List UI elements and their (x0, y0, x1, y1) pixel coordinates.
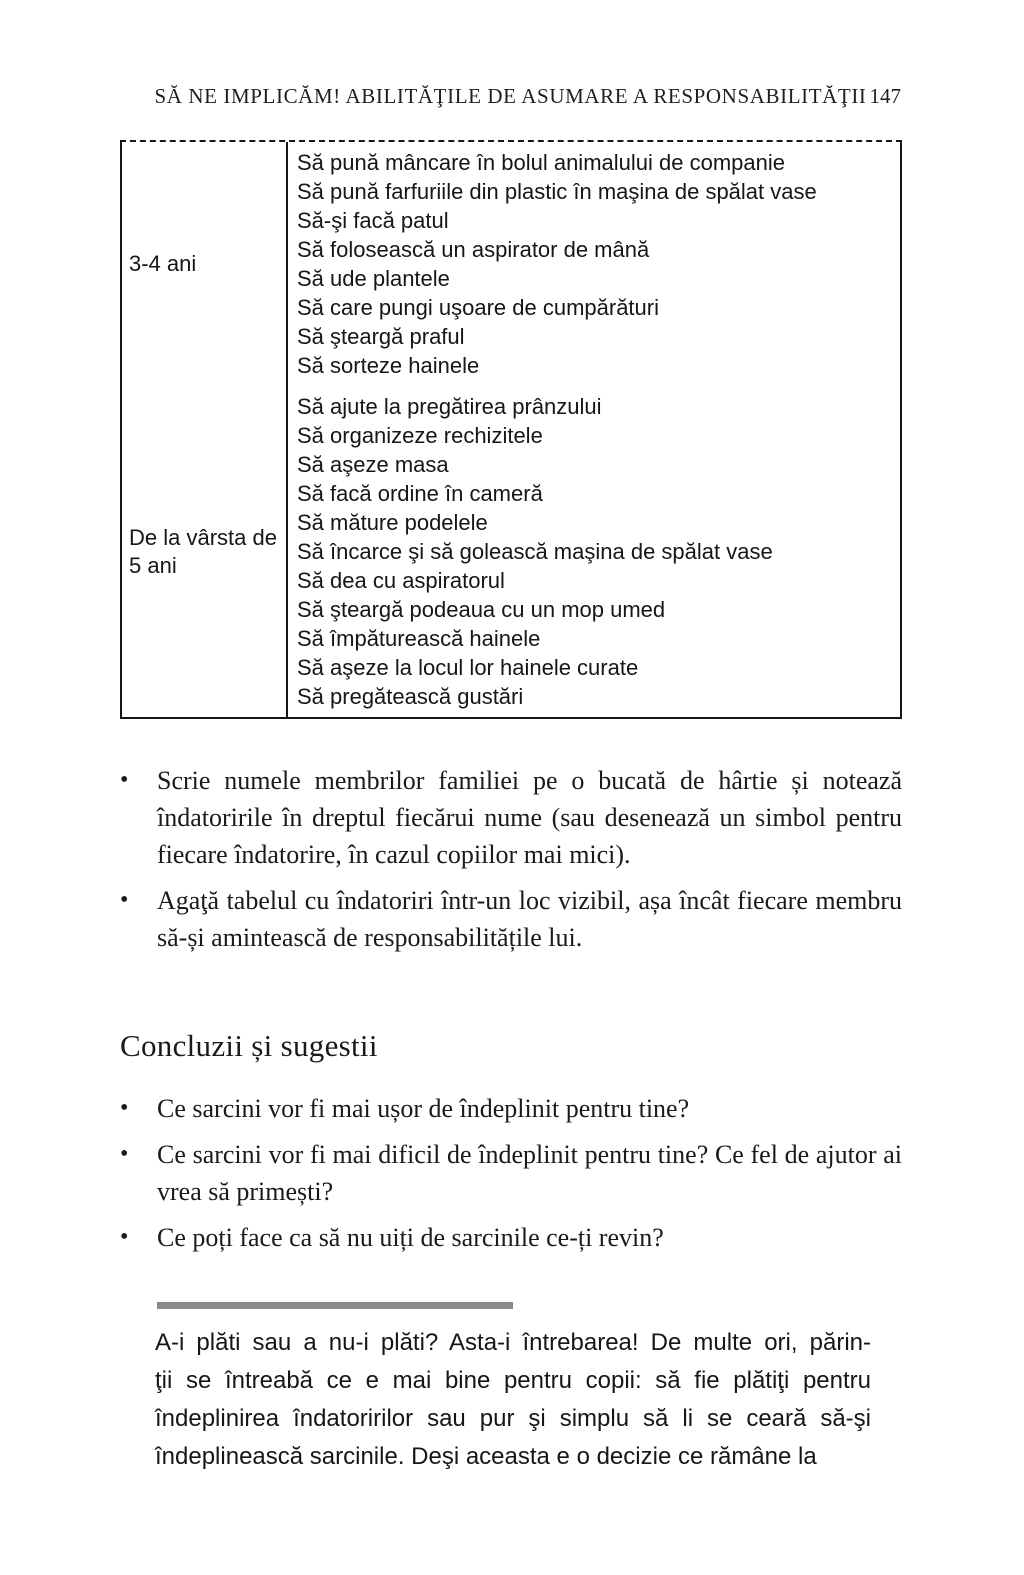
section-heading: Concluzii și sugestii (120, 1028, 378, 1063)
task-line: Să-şi facă patul (297, 208, 449, 233)
task-line: Să şteargă podeaua cu un mop umed (297, 597, 666, 622)
task-line: Să încarce şi să golească maşina de spălat vase (297, 539, 773, 564)
bullet-icon: • (120, 1224, 129, 1250)
task-line: Să aşeze la locul lor hainele curate (297, 655, 639, 680)
task-line: Să pregătească gustări (297, 684, 524, 709)
tips-bullet-list (120, 762, 902, 956)
footnote-line: ţii se întreabă ce e mai bine pentru copii: să fie plătiţi pentru (155, 1367, 871, 1394)
tasks-cell-5-plus (288, 386, 900, 717)
task-line: Să măture podelele (297, 510, 488, 535)
footnote-line: A-i plăti sau a nu-i plăti? Asta-i întrebarea! De multe ori, părin- (155, 1329, 871, 1356)
chapter-title: SĂ NE IMPLICĂM! ABILITĂŢILE DE ASUMARE A RESPONSABILITĂŢII (154, 84, 867, 108)
task-line: Să care pungi uşoare de cumpărături (297, 295, 659, 320)
task-line: Să pună mâncare în bolul animalului de companie (297, 150, 785, 175)
bullet-icon: • (120, 767, 129, 793)
age-cell-3-4: 3-4 ani (122, 142, 288, 386)
bullet-text: Ce sarcini vor fi mai dificil de îndeplinit pentru tine? Ce fel de ajutor ai vrea să primești? (157, 1140, 902, 1206)
chores-table (120, 140, 902, 719)
footnote-line: îndeplinească sarcinile. Deşi aceasta e o decizie ce rămâne la (155, 1443, 817, 1470)
task-line: Să aşeze masa (297, 452, 449, 477)
task-line: Să facă ordine în cameră (297, 481, 543, 506)
age-cell-5-plus: De la vârsta de 5 ani (122, 386, 288, 717)
bullet-text: Scrie numele membrilor familiei pe o bucată de hârtie și notează îndatoririle în dreptul fiecărui nume (sau desenează un simbol pentru fiecare îndatorire, în cazul copiilor mai mici). (157, 766, 902, 869)
list-item (120, 882, 902, 956)
bullet-icon: • (120, 887, 129, 913)
footnote-paragraph (155, 1324, 871, 1476)
running-head (120, 84, 901, 110)
task-line: Să sorteze hainele (297, 353, 480, 378)
page-number: 147 (869, 84, 901, 108)
conclusions-bullet-list (120, 1090, 902, 1256)
bullet-text: Ce sarcini vor fi mai ușor de îndeplinit pentru tine? (157, 1094, 690, 1123)
task-line: Să ajute la pregătirea prânzului (297, 394, 602, 419)
task-line: Să organizeze rechizitele (297, 423, 543, 448)
list-item (120, 1090, 902, 1127)
bullet-text: Ce poți face ca să nu uiți de sarcinile ce-ți revin? (157, 1223, 664, 1252)
bullet-icon: • (120, 1095, 129, 1121)
list-item (120, 762, 902, 873)
footnote-divider (157, 1302, 513, 1309)
footnote-line: îndeplinirea îndatoririlor sau pur şi simplu să li se ceară să-şi (155, 1405, 871, 1432)
task-line: Să folosească un aspirator de mână (297, 237, 650, 262)
list-item (120, 1136, 902, 1210)
bullet-text: Agaţă tabelul cu îndatoriri într-un loc vizibil, așa încât fiecare membru să-și amintească de responsabilitățile lui. (157, 886, 902, 952)
bullet-icon: • (120, 1141, 129, 1167)
task-line: Să şteargă praful (297, 324, 465, 349)
list-item (120, 1219, 902, 1256)
task-line: Să ude plantele (297, 266, 450, 291)
task-line: Să împăturească hainele (297, 626, 541, 651)
tasks-cell-3-4 (288, 142, 900, 386)
task-line: Să pună farfuriile din plastic în maşina de spălat vase (297, 179, 817, 204)
task-line: Să dea cu aspiratorul (297, 568, 505, 593)
